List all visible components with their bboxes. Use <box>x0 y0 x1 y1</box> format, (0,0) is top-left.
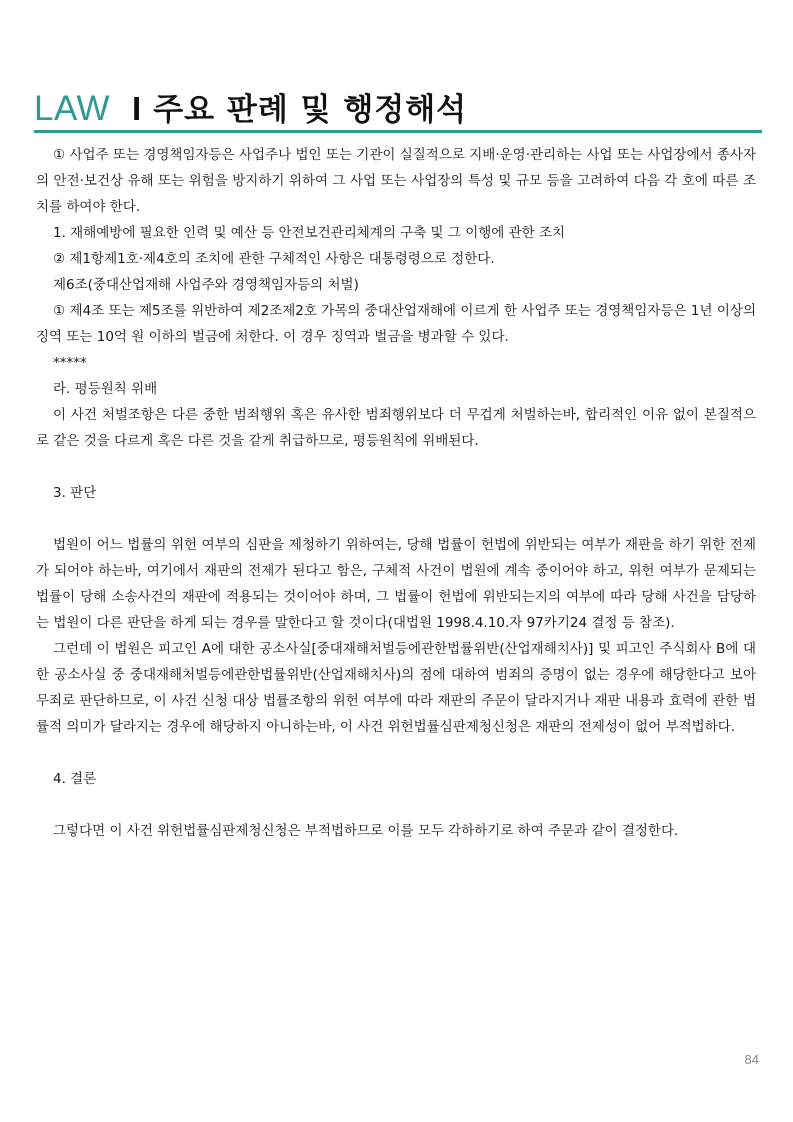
page-title: 주요 판례 및 행정해석 <box>153 92 468 128</box>
article-6-paragraph-1: ① 제4조 또는 제5조를 위반하여 제2조제2호 가목의 중대산업재해에 이르게 한 사업주 또는 경영책임자등은 1년 이상의 징역 또는 10억 원 이하의 벌금에 처한다. 이 경우 징역과 벌금을 병과할 수 있다. <box>36 303 756 345</box>
article-item-1: 1. 재해예방에 필요한 인력 및 예산 등 안전보건관리체계의 구축 및 그 이행에 관한 조치 <box>53 225 566 241</box>
subheading-equality: 라. 평등원칙 위배 <box>53 381 158 397</box>
article-item-2: ② 제1항제1호·제4호의 조치에 관한 구체적인 사항은 대통령령으로 정한다. <box>53 251 495 267</box>
spacer <box>36 454 756 480</box>
section-label: LAW <box>34 89 111 128</box>
page-header <box>34 84 467 130</box>
spacer <box>36 740 756 766</box>
section-heading-conclusion: 4. 결론 <box>53 771 97 787</box>
page-number: 84 <box>744 1052 759 1067</box>
section-heading-judgment: 3. 판단 <box>53 485 97 501</box>
header-divider <box>34 130 762 133</box>
conclusion-paragraph: 그렇다면 이 사건 위헌법률심판제청신청은 부적법하므로 이를 모두 각하하기로 하여 주문과 같이 결정한다. <box>53 823 679 839</box>
equality-paragraph: 이 사건 처벌조항은 다른 중한 범죄행위 혹은 유사한 범죄행위보다 더 무겁게 처벌하는바, 합리적인 이유 없이 본질적으로 같은 것을 다르게 혹은 다른 것을 같게 취급하므로, 평등원칙에 위배된다. <box>36 407 756 449</box>
spacer <box>36 792 756 818</box>
article-6-title: 제6조(중대산업재해 사업주와 경영책임자등의 처벌) <box>53 277 359 293</box>
document-body <box>36 142 756 844</box>
article-paragraph-1: ① 사업주 또는 경영책임자등은 사업주나 법인 또는 기관이 실질적으로 지배·운영·관리하는 사업 또는 사업장에서 종사자의 안전·보건상 유해 또는 위험을 방지하기 위하여 그 사업 또는 사업장의 특성 및 규모 등을 고려하여 다음 각 호에 따른 조치를 하여야 한다. <box>36 147 756 215</box>
judgment-paragraph-1: 법원이 어느 법률의 위헌 여부의 심판을 제청하기 위하여는, 당해 법률이 헌법에 위반되는 여부가 재판을 하기 위한 전제가 되어야 하는바, 여기에서 재판의 전제가 된다고 함은, 구체적 사건이 법원에 계속 중이어야 하고, 위헌 여부가 문제되는 법률이 당해 소송사건의 재판에 적용되는 것이어야 하며, 그 법률이 헌법에 위반되는지의 여부에 따라 당해 사건을 담당하는 법원이 다른 판단을 하게 되는 경우를 말한다고 할 것이다(대법원 1998.4.10.자 97카기24 결정 등 참조). <box>36 537 756 631</box>
spacer <box>36 506 756 532</box>
header-separator: I <box>132 90 142 127</box>
judgment-paragraph-2: 그런데 이 법원은 피고인 A에 대한 공소사실[중대재해처벌등에관한법률위반(산업재해치사)] 및 피고인 주식회사 B에 대한 공소사실 중 중대재해처벌등에관한법률위반(산업재해치사)의 점에 대하여 범죄의 증명이 없는 경우에 해당한다고 보아 무죄로 판단하므로, 이 사건 신청 대상 법률조항의 위헌 여부에 따라 재판의 주문이 달라지거나 재판 내용과 효력에 관한 법률적 의미가 달라지는 경우에 해당하지 아니하는바, 이 사건 위헌법률심판제청신청은 재판의 전제성이 없어 부적법하다. <box>36 641 756 735</box>
omission-marker: ***** <box>53 355 87 371</box>
